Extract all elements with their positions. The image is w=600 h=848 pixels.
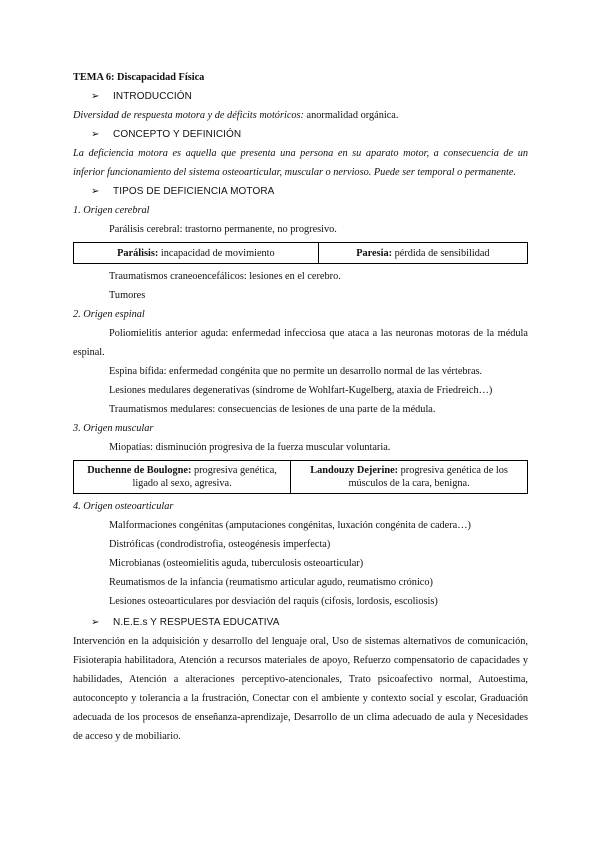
paresia-definition: pérdida de sensibilidad <box>392 247 490 259</box>
origin-cerebral-item: Parálisis cerebral: trastorno permanente, no progresivo. <box>109 224 337 235</box>
arrow-bullet-icon: ➢ <box>91 186 100 197</box>
concept-paragraph: La deficiencia motora es aquella que presenta una persona en su aparato motor, a consecuencia de un inferior funcionamiento del sistema osteoarticular, muscular o nervioso. Puede ser temporal o permanente. <box>73 148 528 178</box>
paralisis-definition: incapacidad de movimiento <box>158 247 275 259</box>
origin-osteo-item-4: Reumatismos de la infancia (reumatismo articular agudo, reumatismo crónico) <box>109 577 433 588</box>
origin-cerebral-item-2: Traumatismos craneoencefálicos: lesiones en el cerebro. <box>109 271 341 282</box>
origin-espinal-item-1: Espina bífida: enfermedad congénita que no permite un desarrollo normal de las vértebras. <box>109 366 483 377</box>
paralisis-paresia-table <box>73 242 528 264</box>
heading-concepto <box>73 125 528 144</box>
landouzy-cell <box>291 461 528 494</box>
arrow-bullet-icon: ➢ <box>91 91 100 102</box>
origin-osteoarticular-heading: 4. Origen osteoarticular <box>73 501 174 512</box>
origin-cerebral-heading: 1. Origen cerebral <box>73 205 150 216</box>
paresia-cell <box>318 243 527 264</box>
heading-nee <box>73 613 528 632</box>
intro-rest: anormalidad orgánica. <box>303 110 399 121</box>
duchenne-term: Duchenne de Boulogne: <box>87 465 192 476</box>
duchenne-landouzy-table <box>73 460 528 494</box>
duchenne-definition: progresiva genética, ligado al sexo, agresiva. <box>132 465 277 489</box>
heading-concepto-label: CONCEPTO Y DEFINICIÓN <box>113 129 242 140</box>
heading-nee-label: N.E.E.s Y RESPUESTA EDUCATIVA <box>113 617 280 628</box>
origin-osteo-item-5: Lesiones osteoarticulares por desviación del raquis (cifosis, lordosis, escoliosis) <box>109 596 438 607</box>
origin-muscular-item: Miopatías: disminución progresiva de la fuerza muscular voluntaria. <box>109 442 391 453</box>
intro-paragraph <box>73 106 528 125</box>
arrow-bullet-icon: ➢ <box>91 617 100 628</box>
origin-muscular-heading: 3. Origen muscular <box>73 423 154 434</box>
origin-osteo-item-3: Microbianas (osteomielitis aguda, tuberculosis osteoarticular) <box>109 558 364 569</box>
duchenne-cell <box>74 461 291 494</box>
heading-introduccion-label: INTRODUCCIÓN <box>113 91 192 102</box>
origin-osteo-item-1: Malformaciones congénitas (amputaciones congénitas, luxación congénita de cadera…) <box>109 520 471 531</box>
arrow-bullet-icon: ➢ <box>91 129 100 140</box>
origin-espinal-paragraph: Poliomielitis anterior aguda: enfermedad infecciosa que ataca a las neuronas motoras de la médula espinal. <box>73 328 528 358</box>
paralisis-cell <box>74 243 319 264</box>
landouzy-term: Landouzy Dejerine: <box>310 465 399 476</box>
paralisis-term: Parálisis: <box>117 247 159 259</box>
paresia-term: Paresia: <box>356 247 393 259</box>
intro-italic: Diversidad de respuesta motora y de déficits motóricos: <box>73 110 304 121</box>
origin-espinal-item-3: Traumatismos medulares: consecuencias de lesiones de una parte de la médula. <box>109 404 436 415</box>
heading-tipos-label: TIPOS DE DEFICIENCIA MOTORA <box>113 186 275 197</box>
origin-espinal-heading: 2. Origen espinal <box>73 309 145 320</box>
heading-tipos <box>73 182 528 201</box>
origin-cerebral-item-3: Tumores <box>109 290 146 301</box>
document-content <box>73 68 528 746</box>
heading-introduccion <box>73 87 528 106</box>
origin-osteo-item-2: Distróficas (condrodistrofia, osteogénesis imperfecta) <box>109 539 331 550</box>
nee-paragraph: Intervención en la adquisición y desarrollo del lenguaje oral, Uso de sistemas alternativos de comunicación, Fisioterapia habilitadora, Atención a recursos materiales de apoyo, Refuerzo compensatorio de capacidades y habilidades, Atención a alteraciones perceptivo-atencionales, Trato psicoafectivo normal, Autoestima, autoconcepto y tolerancia a la frustración, Conectar con el ambiente y contexto social y escolar, Graduación adecuada de los procesos de enseñanza-aprendizaje, Desarrollo de un clima adecuado de aula y Necesidades de acceso y de mobiliario. <box>73 636 528 742</box>
document-title: TEMA 6: Discapacidad Física <box>73 72 205 83</box>
origin-espinal-item-2: Lesiones medulares degenerativas (síndrome de Wohlfart-Kugelberg, ataxia de Friedreich…) <box>109 385 493 396</box>
landouzy-definition: progresiva genética de los músculos de la cara, benigna. <box>348 465 508 489</box>
